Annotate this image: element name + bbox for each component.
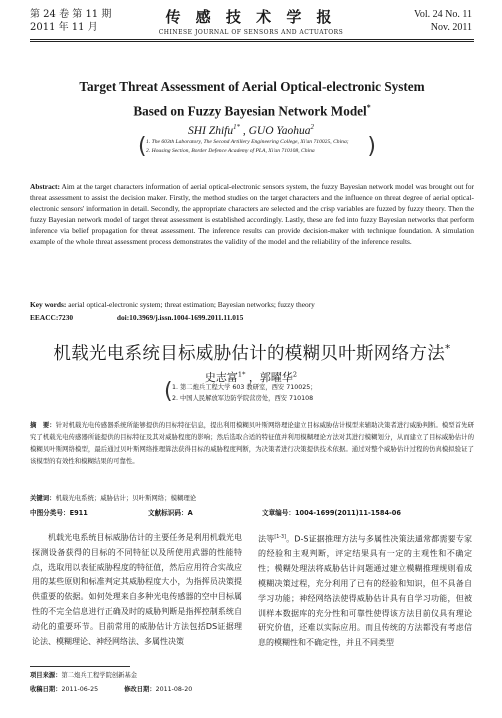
keywords-cn-text: 机载光电系统；威胁估计；贝叶斯网络；模糊理论: [55, 494, 197, 502]
keywords-en-text: aerial optical-electronic system; threat estimation; Bayesian networks; fuzzy theory: [68, 300, 315, 309]
footnote-project: [30, 670, 137, 682]
abstract-cn-text: 针对机载光电传感器系统所能够提供的目标特征信息，提出利用模糊贝叶斯网络理论建立目标威胁估计模型来辅助决策者进行威胁判断。模型首先研究了机载光电传感器所能提供的目标特征及其对威胁程度的影响；然后选取合适的特征值并利用模糊理论方法对其进行模糊划分，从而建立了目标威胁估计的模糊贝叶斯网络模型，最后通过贝叶斯网络推理算法获得目标的威胁程度判断，为决策者进行决策提供技术依据。通过对整个威胁估计过程的仿真模拟验证了该模型的有效性和模糊结果的可靠性。: [30, 421, 475, 465]
header-volume: [414, 8, 472, 34]
abstract-en-label: Abstract:: [30, 182, 60, 191]
brace-right-icon: ): [367, 134, 376, 159]
doc-code-label: 文献标识码：: [148, 509, 188, 517]
authors-en: [0, 124, 502, 137]
paper-title-en: [30, 76, 474, 121]
clc-label: 中图分类号：: [30, 509, 70, 517]
footnote-dates: [30, 684, 192, 696]
author-1-sup: 1*: [233, 124, 240, 131]
article-no-value: 1004-1699(2011)11-1584-06: [294, 509, 401, 517]
keywords-cn: [30, 492, 474, 504]
affiliation-cn-1: 1. 第二炮兵工程大学 603 教研室，西安 710025；: [172, 384, 317, 391]
keywords-en: [30, 299, 474, 310]
body-column-right: [258, 531, 472, 651]
author-1-en: SHI Zhifu: [188, 124, 234, 137]
body-right-text: 。D-S证据推理方法与多属性决策法通常都需要专家的经验和主观判断，评定结果具有一定的主观性和不确定性；模糊处理法将威胁估计问题通过建立模糊推理规则看成模糊决策过程，充分利用了已有的经验和知识，但不具备自学习功能；神经网络法使得威胁估计具有自学习功能，但被训样本数据库的充分性和可靠性使得该方法目前仪具有理论研究价值，还难以实际应用。而且传统的方法都没有考虑信息的模糊性和不确定性，并且不同类型: [258, 534, 472, 648]
author-2-sup: 2: [310, 124, 314, 131]
title-cn-mark: *: [445, 343, 451, 356]
clc-value: E911: [69, 509, 88, 517]
article-no-label: 文章编号：: [262, 509, 295, 517]
issue-cn: 第 24 卷 第 11 期: [30, 9, 112, 20]
title-en-line2: Based on Fuzzy Bayesian Network Model: [133, 103, 367, 119]
brace-cn-left-icon: (: [164, 379, 173, 404]
author-2-cn-sup: 2: [292, 370, 298, 379]
header-rule-thin: [30, 41, 474, 42]
eeacc-label: EEACC:: [30, 313, 59, 322]
affiliations-cn: [164, 379, 347, 404]
doi-label: doi:: [116, 313, 130, 322]
footnote-revised-value: 2011-08-20: [155, 686, 193, 693]
author-1-cn-sup: 1*: [237, 370, 246, 379]
body-column-left: 机载光电系统目标威胁估计的主要任务是利用机载光电探测设备获得的目标的不同特征以及所使用武器的性能特点，选取用以表征威胁程度的特征值，然后应用符合实战应用的某些原则和标准判定其威胁程度大小，为指挥员决策提供重要的依据。如何处理来自多种光电传感器的空中目标属性的不完全信息进行正确及时的威胁判断是指挥控制系统自动化的重要环节。目前常用的威胁估计方法包括DS证据理论法、模糊理论、神经网络法、多属性决策: [32, 533, 242, 646]
doc-code-value: A: [187, 509, 193, 517]
affiliation-en-1: 1. The 603th Laboratory, The Second Artillery Engineering College, Xi'an 710025, China;: [146, 139, 349, 145]
eeacc-doi: [30, 312, 474, 323]
keywords-cn-label: 关键词：: [30, 494, 56, 502]
affiliations-en: [138, 134, 376, 159]
date-en: Nov. 2011: [430, 22, 472, 33]
header-rule: [30, 39, 474, 40]
journal-name-en: CHINESE JOURNAL OF SENSORS AND ACTUATORS: [158, 29, 344, 36]
abstract-cn-label: 摘 要：: [30, 421, 56, 429]
body-right-pre: 法等: [258, 534, 275, 544]
abstract-en-text: Aim at the target characters information of aerial optical-electronic sensors system, the fuzzy Bayesian network model was brought out for threat assessment to assist the decision maker. Firstly, the method studies on the target characters and the influence on threat degree of aerial optical-electronic sensors' information in detail. Secondly, the appropriate characters are selected and the crisp variables are fuzzed by fuzzy theory. Then the fuzzy Bayesian network model of target threat assessment is established accordingly. Lastly, these are fed into fuzzy Bayesian networks that perform inference via belief propagation for threat assessment. The inference results can provide decision-maker with technique foundation. A simulation example of the whole threat assessment process demonstrates the validity of the model and the reliability of the inference results.: [30, 182, 474, 246]
title-en-mark: *: [366, 103, 371, 112]
footnote-received-label: 收稿日期：: [30, 686, 62, 693]
author-1-cn: 史志富: [204, 371, 238, 384]
footnote-project-text: 第二炮兵工程学院创新基金: [61, 672, 138, 679]
paper-title-cn: [30, 340, 474, 365]
volume-en: Vol. 24 No. 11: [413, 9, 472, 20]
title-en-line1: Target Threat Assessment of Aerial Optical-electronic System: [79, 79, 425, 94]
brace-left-icon: (: [138, 134, 147, 159]
journal-name-cn: 传 感 技 术 学 报: [165, 8, 337, 26]
footnote-project-label: 项目来源：: [30, 672, 62, 679]
title-cn-text: 机载光电系统目标威胁估计的模糊贝叶斯网络方法: [53, 344, 446, 364]
citation-ref: [1-3]: [274, 535, 286, 540]
footnote-revised-label: 修改日期：: [124, 686, 156, 693]
abstract-cn: [30, 419, 474, 467]
author-2-en: , GUO Yaohua: [239, 124, 311, 137]
keywords-en-label: Key words:: [30, 300, 67, 309]
date-cn: 2011 年 11 月: [30, 22, 98, 33]
author-2-cn: ，郭曜华: [245, 371, 293, 384]
doi-value: 10.3969/j.issn.1004-1699.2011.11.015: [129, 313, 244, 322]
affiliation-en-2: 2. Housing Section, Border Defence Academy of PLA, Xi'an 710108, China: [146, 148, 315, 154]
abstract-en: [30, 181, 474, 247]
footnote-rule: [30, 666, 130, 667]
footnote-received-value: 2011-06-25: [61, 686, 99, 693]
affiliation-cn-2: 2. 中国人民解放军边防学院营房处，西安 710108: [172, 395, 314, 402]
eeacc-value: 7230: [58, 313, 74, 322]
